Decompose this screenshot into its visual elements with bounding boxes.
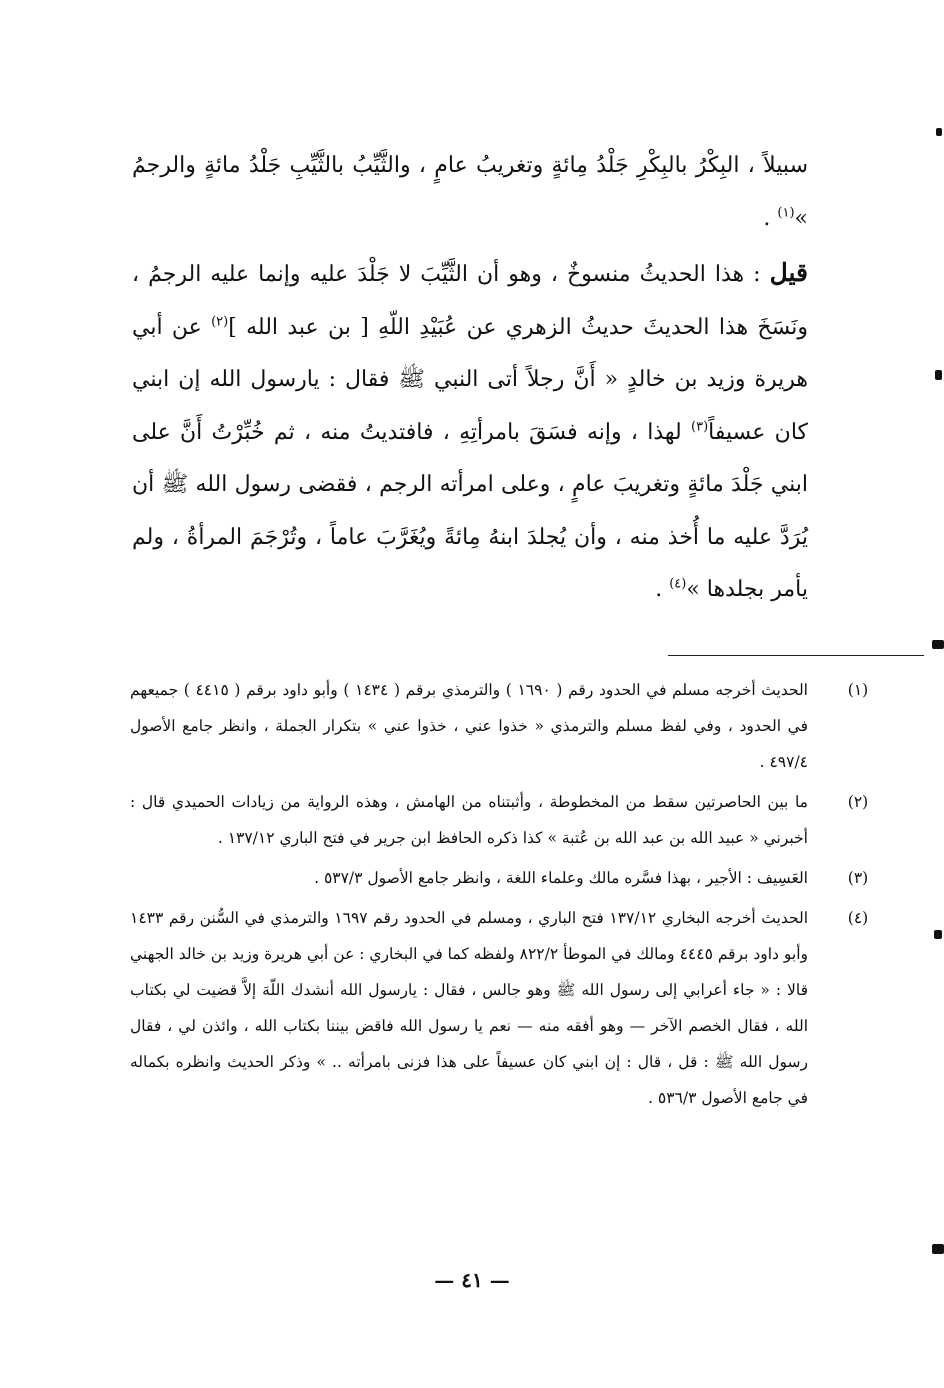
- scan-edge-mark: [932, 640, 944, 649]
- scan-edge-mark: [932, 1244, 944, 1254]
- footnote-separator: [668, 655, 924, 656]
- footnote-ref-1: (١): [777, 205, 795, 221]
- scan-edge-mark: [934, 930, 942, 939]
- main-text: [132, 140, 808, 617]
- footnotes: [130, 672, 878, 1116]
- footnote-ref-4: (٤): [669, 576, 687, 592]
- footnote-text: ما بين الحاصرتين سقط من المخطوطة ، وأثبتناه من الهامش ، وهذه الرواية من زيادات الحميدي قال : أخبرني « عبيد الله بن عبد الله بن عُتبة » كذا ذكره الحافظ ابن جرير في فتح الباري ١٣٧/١٢ .: [130, 793, 808, 847]
- footnote-ref-3: (٣): [691, 419, 709, 435]
- footnote-number: (٢): [847, 793, 869, 811]
- page-number: — ٤١ —: [434, 1268, 510, 1292]
- footnote-4: [130, 900, 878, 1116]
- footnote-ref-2: (٢): [211, 314, 229, 330]
- scan-edge-mark: [936, 128, 942, 136]
- paragraph-1-text: سبيلاً ، البِكْرُ بالبِكْرِ جَلْدُ مِائةٍ وتغريبُ عامٍ ، والثَّيِّبُ بالثَّيِّبِ جَلْدُ مائةٍ والرجمُ »: [132, 153, 808, 231]
- paragraph-2: [132, 247, 808, 617]
- paragraph-1: [132, 140, 808, 245]
- paragraph-2-text-a: : هذا الحديثُ منسوخٌ ، وهو أن الثَّيِّبَ لا جَلْدَ عليه وإنما عليه الرجمُ ، ونَسَخَ هذا الحديثَ حديثُ الزهري عن عُبَيْدِ اللّهِ [ بن عبد الله ]: [132, 262, 808, 340]
- footnote-text: الحديث أخرجه مسلم في الحدود رقم ( ١٦٩٠ ) والترمذي برقم ( ١٤٣٤ ) وأبو داود برقم ( ٤٤١٥ ) جميعهم في الحدود ، وفي لفظ مسلم والترمذي « خذوا عني ، خذوا عني » بتكرار الجملة ، وانظر جامع الأصول ٤٩٧/٤ .: [130, 681, 808, 771]
- scan-edge-mark: [935, 370, 942, 380]
- footnote-text: الحديث أخرجه البخاري ١٣٧/١٢ فتح الباري ، ومسلم في الحدود رقم ١٦٩٧ والترمذي في السُّنن رقم ١٤٣٣ وأبو داود برقم ٤٤٤٥ ومالك في الموطأ ٨٢٢/٢ ولفظه كما في البخاري : عن أبي هريرة وزيد بن خالد الجهني قالا : « جاء أعرابي إلى رسول الله ﷺ وهو جالس ، فقال : يارسول الله أنشدك اللّهَ إلاَّ قضيت لي بكتاب الله ، فقال الخصم الآخر — وهو أفقه منه — نعم يا رسول الله فاقض بيننا بكتاب الله ، وائذن لي ، فقال رسول الله ﷺ : قل ، قال : إن ابني كان عسيفاً على هذا فزنى بامرأته .. » وذكر الحديث وانظره بكماله في جامع الأصول ٥٣٦/٣ .: [130, 909, 808, 1107]
- paragraph-2-lead-word: قيل: [769, 258, 808, 287]
- paragraph-2-text-b: عن أبي هريرة وزيد بن خالدٍ « أَنَّ رجلاً أتى النبي ﷺ فقال : يارسول الله إن ابني كان عسيفاً: [132, 314, 809, 445]
- footnote-text: العَسِيف : الأجير ، بهذا فسَّره مالك وعلماء اللغة ، وانظر جامع الأصول ٥٣٧/٣ .: [314, 869, 808, 887]
- paragraph-2-text-c: لهذا ، وإنه فسَقَ بامرأتِهِ ، فافتديتُ منه ، ثم خُبِّرْتُ أَنَّ على ابني جَلْدَ مائةٍ وتغريبَ عامٍ ، وعلى امرأته الرجم ، فقضى رسول الله ﷺ أن يُرَدَّ عليه ما أُخذ منه ، وأن يُجلدَ ابنهُ مِائةً ويُغَرَّبَ عاماً ، وتُرْجَمَ المرأةُ ، ولم يأمر بجلدها »: [132, 419, 808, 602]
- footnote-number: (٤): [847, 909, 869, 927]
- paragraph-2-end: .: [655, 577, 670, 602]
- paragraph-1-end: .: [763, 205, 778, 231]
- footnote-number: (١): [847, 681, 869, 699]
- footnote-2: [130, 784, 878, 856]
- footnote-number: (٣): [847, 869, 869, 887]
- footnote-1: [130, 672, 878, 780]
- footnote-3: [130, 860, 878, 896]
